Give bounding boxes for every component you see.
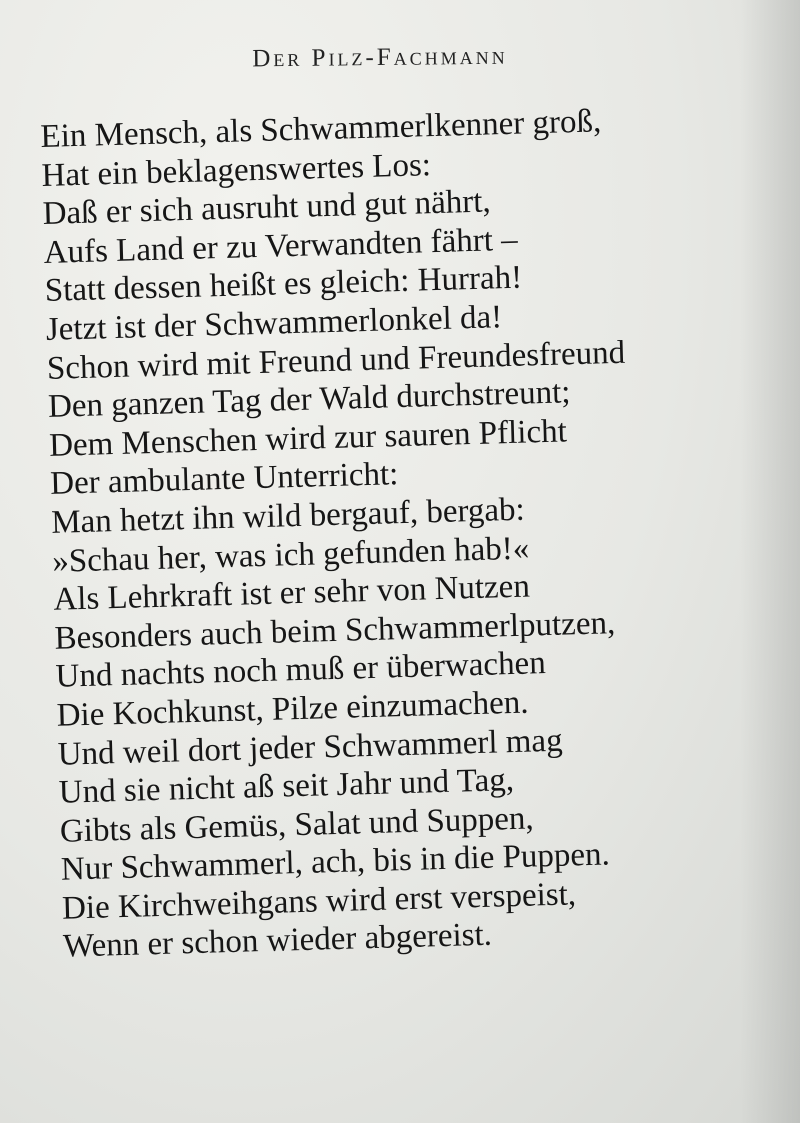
poem-line: Jetzt ist der Schwammerlonkel da! (45, 299, 503, 348)
poem-line: Wenn er schon wieder abgereist. (62, 917, 493, 966)
poem-body (40, 97, 800, 966)
poem-line: Ein Mensch, als Schwammerlkenner groß, (40, 103, 602, 155)
poem-line: Die Kochkunst, Pilze einzumachen. (56, 684, 529, 734)
poem-line: Dem Menschen wird zur sauren Pflicht (48, 413, 568, 464)
poem-line: Hat ein beklagenswertes Los: (41, 146, 432, 194)
poem-line: Und weil dort jeder Schwammerl mag (57, 722, 564, 773)
poem-line: Den ganzen Tag der Wald durchstreunt; (47, 374, 571, 426)
poem-line: »Schau her, was ich gefunden hab!« (51, 530, 530, 580)
poem-line: Daß er sich ausruht und gut nährt, (42, 183, 492, 233)
poem-line: Die Kirchweihgans wird erst verspeist, (61, 876, 577, 927)
poem-line: Der ambulante Unterricht: (49, 456, 399, 503)
poem-line: Statt dessen heißt es gleich: Hurrah! (44, 259, 523, 310)
poem-line: Als Lehrkraft ist er sehr von Nutzen (52, 568, 531, 618)
poem-line: Schon wird mit Freund und Freundesfreund (46, 334, 626, 387)
poem-title: Der Pilz-Fachmann (252, 42, 508, 73)
poem-line: Man hetzt ihn wild bergauf, bergab: (50, 491, 526, 541)
poem-line: Nur Schwammerl, ach, bis in die Puppen. (60, 836, 611, 888)
poem-line: Und nachts noch muß er überwachen (55, 645, 547, 696)
poem-line: Besonders auch beim Schwammerlputzen, (54, 604, 616, 657)
poem-line: Aufs Land er zu Verwandten fährt – (43, 221, 519, 271)
poem-line: Und sie nicht aß seit Jahr und Tag, (58, 762, 515, 811)
poem-line: Gibts als Gemüs, Salat und Suppen, (59, 800, 535, 850)
